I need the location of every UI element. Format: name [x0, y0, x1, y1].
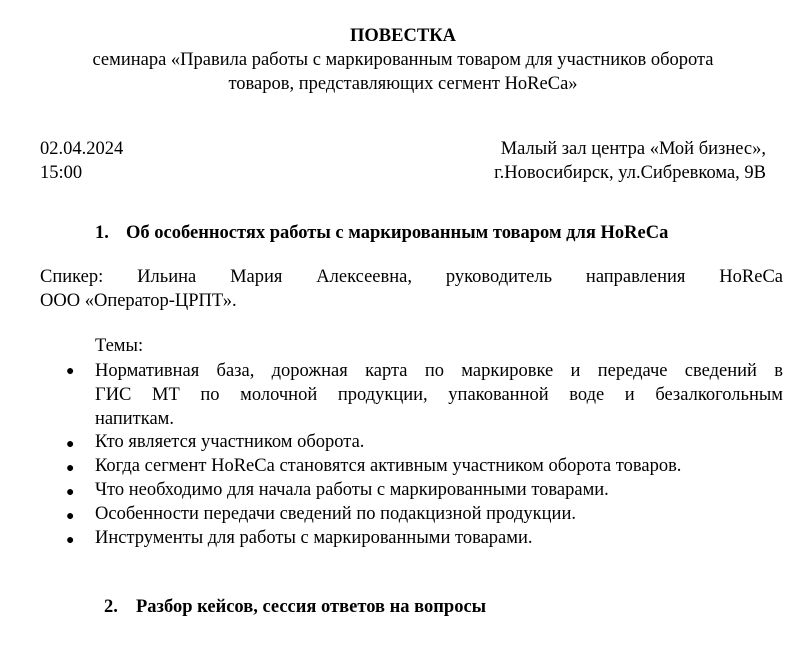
topic-1-line1: Нормативная база, дорожная карта по маркировке и передаче сведений в	[95, 361, 783, 381]
seminar-subtitle-line1: семинара «Правила работы с маркированным товаром для участников оборота	[92, 50, 714, 70]
bullet-icon: ●	[66, 509, 75, 524]
venue-line2: г.Новосибирск, ул.Сибревкома, 9В	[494, 163, 766, 183]
topic-1	[95, 359, 783, 431]
section2-heading: Разбор кейсов, сессия ответов на вопросы	[136, 597, 487, 617]
speaker-line1: Спикер: Ильина Мария Алексеевна, руководитель направления HoReCa	[40, 267, 783, 287]
bullet-icon: ●	[66, 461, 75, 476]
topic-1-line2: ГИС МТ по молочной продукции, упакованной воде и безалкогольным	[95, 385, 783, 405]
bullet-icon: ●	[66, 485, 75, 500]
bullet-icon: ●	[66, 533, 75, 548]
speaker-line2: ООО «Оператор-ЦРПТ».	[40, 291, 237, 311]
topic-3: Когда сегмент HoReCa становятся активным участником оборота товаров.	[95, 456, 682, 476]
venue-line1: Малый зал центра «Мой бизнес»,	[500, 139, 766, 159]
topic-5: Особенности передачи сведений по подакцизной продукции.	[95, 504, 576, 524]
seminar-subtitle-line2: товаров, представляющих сегмент HoReCa»	[228, 74, 578, 94]
agenda-title: ПОВЕСТКА	[350, 26, 456, 46]
bullet-icon: ●	[66, 364, 75, 379]
event-time: 15:00	[40, 163, 83, 183]
section1-number: 1.	[95, 223, 109, 243]
event-date: 02.04.2024	[40, 139, 124, 159]
section2-number: 2.	[104, 597, 118, 617]
bullet-icon: ●	[66, 437, 75, 452]
section1-heading: Об особенностях работы с маркированным товаром для HoReCa	[126, 223, 669, 243]
topic-2: Кто является участником оборота.	[95, 432, 365, 452]
topic-6: Инструменты для работы с маркированными товарами.	[95, 528, 533, 548]
topic-4: Что необходимо для начала работы с маркированными товарами.	[95, 480, 609, 500]
topic-1-line3: напиткам.	[95, 409, 175, 429]
topics-label: Темы:	[95, 336, 144, 356]
